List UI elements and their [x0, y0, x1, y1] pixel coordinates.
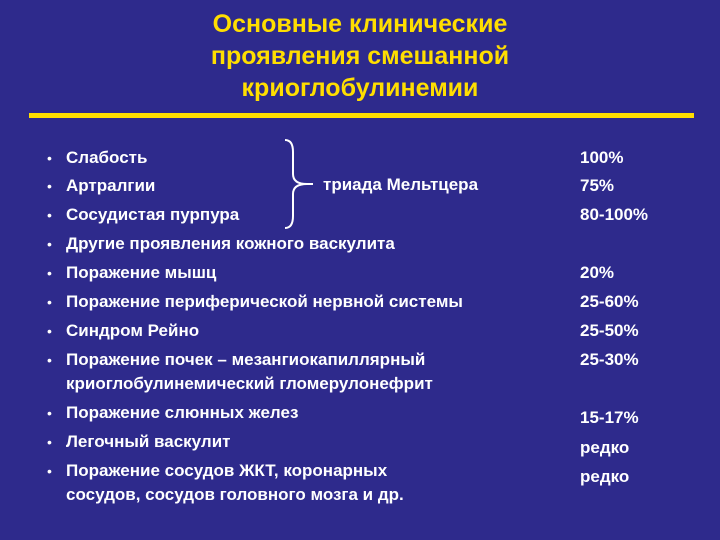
bullet: • — [47, 265, 52, 281]
bullet: • — [47, 207, 52, 223]
list-item-text: Синдром Рейно — [66, 321, 200, 340]
list-item-text: Легочный васкулит — [66, 432, 231, 451]
bullet: • — [47, 294, 52, 310]
frequency-value: 25-30% — [580, 350, 639, 369]
list-item-text: Сосудистая пурпура — [66, 205, 240, 224]
slide-title — [0, 8, 720, 104]
title-line-3: криоглобулинемии — [241, 74, 479, 102]
frequency-value: редко — [580, 438, 630, 457]
title-line-2: проявления смешанной — [210, 42, 510, 70]
bullet: • — [47, 463, 52, 479]
bullet: • — [47, 236, 52, 252]
triad-brace-icon — [283, 138, 313, 230]
bullet: • — [47, 434, 52, 450]
bullet: • — [47, 352, 52, 368]
triad-label: триада Мельтцера — [323, 175, 479, 194]
frequency-value: 75% — [580, 176, 615, 195]
list-item-text-continued: сосудов, сосудов головного мозга и др. — [66, 485, 404, 504]
bullet: • — [47, 323, 52, 339]
frequency-value: 100% — [580, 148, 624, 167]
list-item-text: Поражение сосудов ЖКТ, коронарных — [66, 461, 388, 480]
frequency-value: 20% — [580, 263, 615, 282]
list-item-text: Артралгии — [66, 176, 156, 195]
title-underline — [29, 113, 694, 118]
list-item-text: Поражение слюнных желез — [66, 403, 299, 422]
frequency-value: 25-50% — [580, 321, 639, 340]
bullet: • — [47, 405, 52, 421]
list-item-text: Другие проявления кожного васкулита — [66, 234, 395, 253]
title-line-1: Основные клинические — [212, 10, 508, 38]
list-item-text: Слабость — [66, 148, 148, 167]
bullet: • — [47, 150, 52, 166]
list-item-text: Поражение почек – мезангиокапиллярный — [66, 350, 426, 369]
frequency-value: редко — [580, 467, 630, 486]
frequency-value: 25-60% — [580, 292, 639, 311]
frequency-value: 15-17% — [580, 408, 639, 427]
list-item-text-continued: криоглобулинемический гломерулонефрит — [66, 374, 433, 393]
bullet: • — [47, 178, 52, 194]
list-item-text: Поражение мышц — [66, 263, 217, 282]
frequency-value: 80-100% — [580, 205, 649, 224]
list-item-text: Поражение периферической нервной системы — [66, 292, 463, 311]
